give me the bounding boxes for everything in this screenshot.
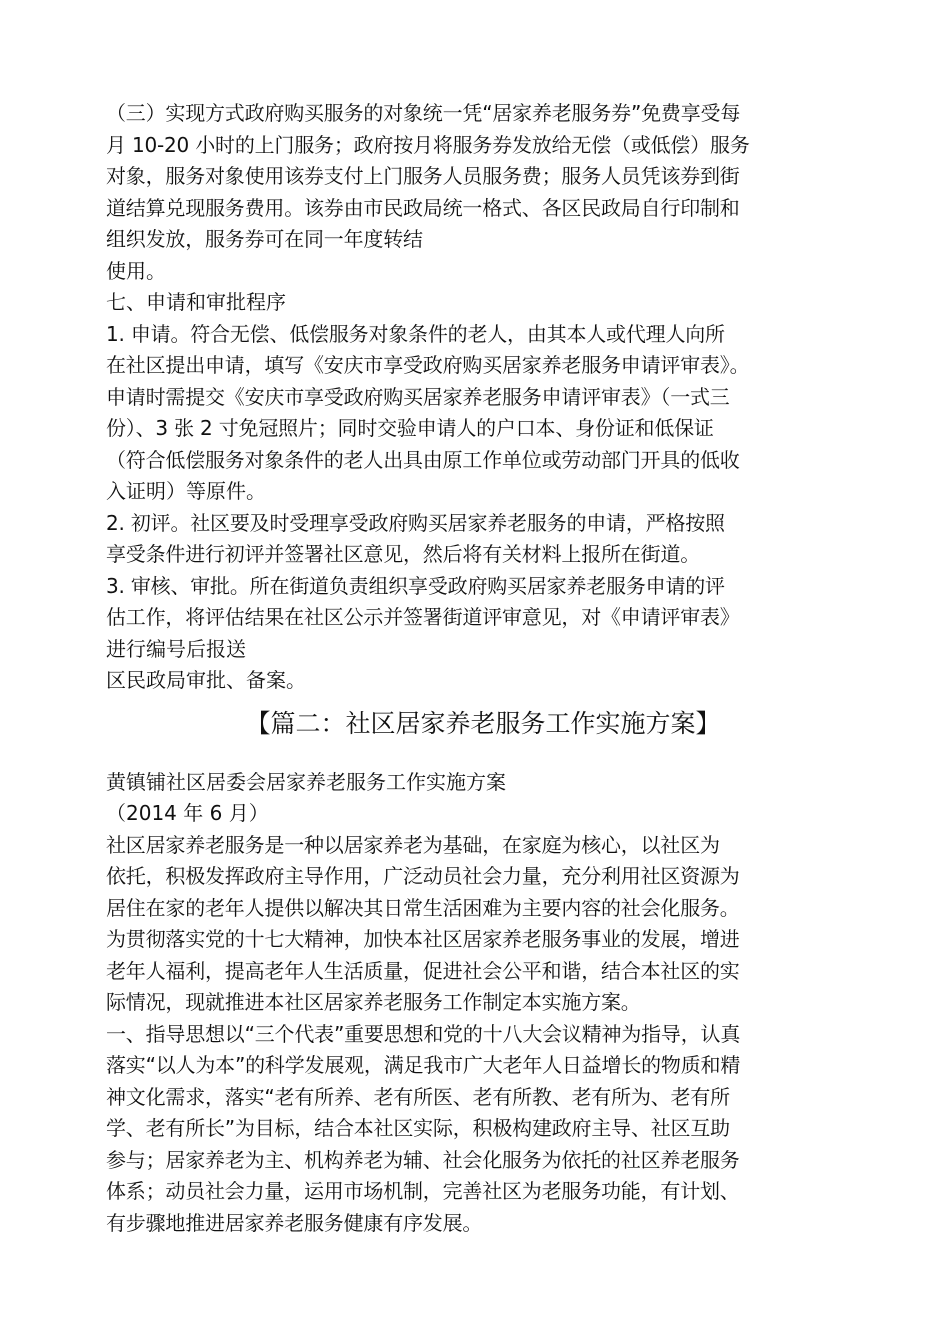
paragraph-line: 申请时需提交《安庆市享受政府购买居家养老服务申请评审表》（一式三 bbox=[106, 384, 730, 409]
paragraph-line: 使用。 bbox=[106, 258, 166, 283]
document-date: （2014 年 6 月） bbox=[106, 801, 269, 825]
paragraph-line: （符合低偿服务对象条件的老人出具由原工作单位或劳动部门开具的低收 bbox=[106, 447, 740, 472]
paragraph-line: 入证明）等原件。 bbox=[106, 479, 266, 503]
paragraph-line: 享受条件进行初评并签署社区意见，然后将有关材料上报所在街道。 bbox=[106, 542, 700, 566]
paragraph-line: 道结算兑现服务费用。该券由市民政局统一格式、各区民政局自行印制和 bbox=[106, 195, 740, 220]
paragraph-line: 对象，服务对象使用该券支付上门服务人员服务费；服务人员凭该券到街 bbox=[106, 164, 740, 188]
paragraph-line: 月 10-20 小时的上门服务；政府按月将服务券发放给无偿（或低偿）服务 bbox=[106, 132, 750, 157]
paragraph-line: 学、老有所长”为目标，结合本社区实际，积极构建政府主导、社区互助 bbox=[106, 1116, 730, 1140]
paragraph-line: 为贯彻落实党的十七大精神，加快本社区居家养老服务事业的发展，增进 bbox=[106, 927, 740, 951]
paragraph-line: 有步骤地推进居家养老服务健康有序发展。 bbox=[106, 1210, 483, 1235]
paragraph-line: 估工作，将评估结果在社区公示并签署街道评审意见，对《申请评审表》 bbox=[106, 605, 740, 629]
paragraph-line: 老年人福利，提高老年人生活质量，促进社会公平和谐，结合本社区的实 bbox=[106, 958, 740, 983]
paragraph-line: 居住在家的老年人提供以解决其日常生活困难为主要内容的社会化服务。 bbox=[106, 895, 740, 920]
document-page bbox=[106, 98, 866, 1239]
paragraph-line: 落实“以人为本”的科学发展观，满足我市广大老年人日益增长的物质和精 bbox=[106, 1053, 741, 1077]
paragraph-line: （三）实现方式政府购买服务的对象统一凭“居家养老服务券”免费享受每 bbox=[106, 101, 741, 125]
paragraph-line: 1. 申请。符合无偿、低偿服务对象条件的老人，由其本人或代理人向所 bbox=[106, 321, 725, 346]
paragraph-line: 在社区提出申请，填写《安庆市享受政府购买居家养老服务申请评审表》。 bbox=[106, 353, 750, 377]
paragraph-line: 3. 审核、审批。所在街道负责组织享受政府购买居家养老服务申请的评 bbox=[106, 573, 725, 598]
paragraph-line: 进行编号后报送 bbox=[106, 636, 246, 661]
paragraph-line: 2. 初评。社区要及时受理享受政府购买居家养老服务的申请，严格按照 bbox=[106, 510, 725, 535]
paragraph-line: 神文化需求，落实“老有所养、老有所医、老有所教、老有所为、老有所 bbox=[106, 1084, 730, 1109]
section-title: 七、申请和审批程序 bbox=[106, 290, 286, 314]
paragraph-line: 参与；居家养老为主、机构养老为辅、社会化服务为依托的社区养老服务 bbox=[106, 1147, 740, 1172]
paragraph-line: 体系；动员社会力量，运用市场机制，完善社区为老服务功能，有计划、 bbox=[106, 1179, 740, 1203]
paragraph-line: 组织发放，服务券可在同一年度转结 bbox=[106, 227, 423, 251]
chapter-heading: 【篇二：社区居家养老服务工作实施方案】 bbox=[245, 708, 721, 738]
paragraph-line: 份）、3 张 2 寸免冠照片；同时交验申请人的户口本、身份证和低保证 bbox=[106, 416, 714, 440]
document-title: 黄镇铺社区居委会居家养老服务工作实施方案 bbox=[106, 769, 506, 794]
paragraph-line: 际情况，现就推进本社区居家养老服务工作制定本实施方案。 bbox=[106, 990, 641, 1014]
paragraph-line: 社区居家养老服务是一种以居家养老为基础，在家庭为核心，以社区为 bbox=[106, 832, 720, 857]
section-one bbox=[106, 98, 866, 697]
paragraph-line: 一、指导思想以“三个代表”重要思想和党的十八大会议精神为指导，认真 bbox=[106, 1021, 741, 1046]
section-two bbox=[106, 767, 866, 1240]
paragraph-line: 依托，积极发挥政府主导作用，广泛动员社会力量，充分利用社区资源为 bbox=[106, 864, 740, 888]
paragraph-line: 区民政局审批、备案。 bbox=[106, 668, 306, 692]
